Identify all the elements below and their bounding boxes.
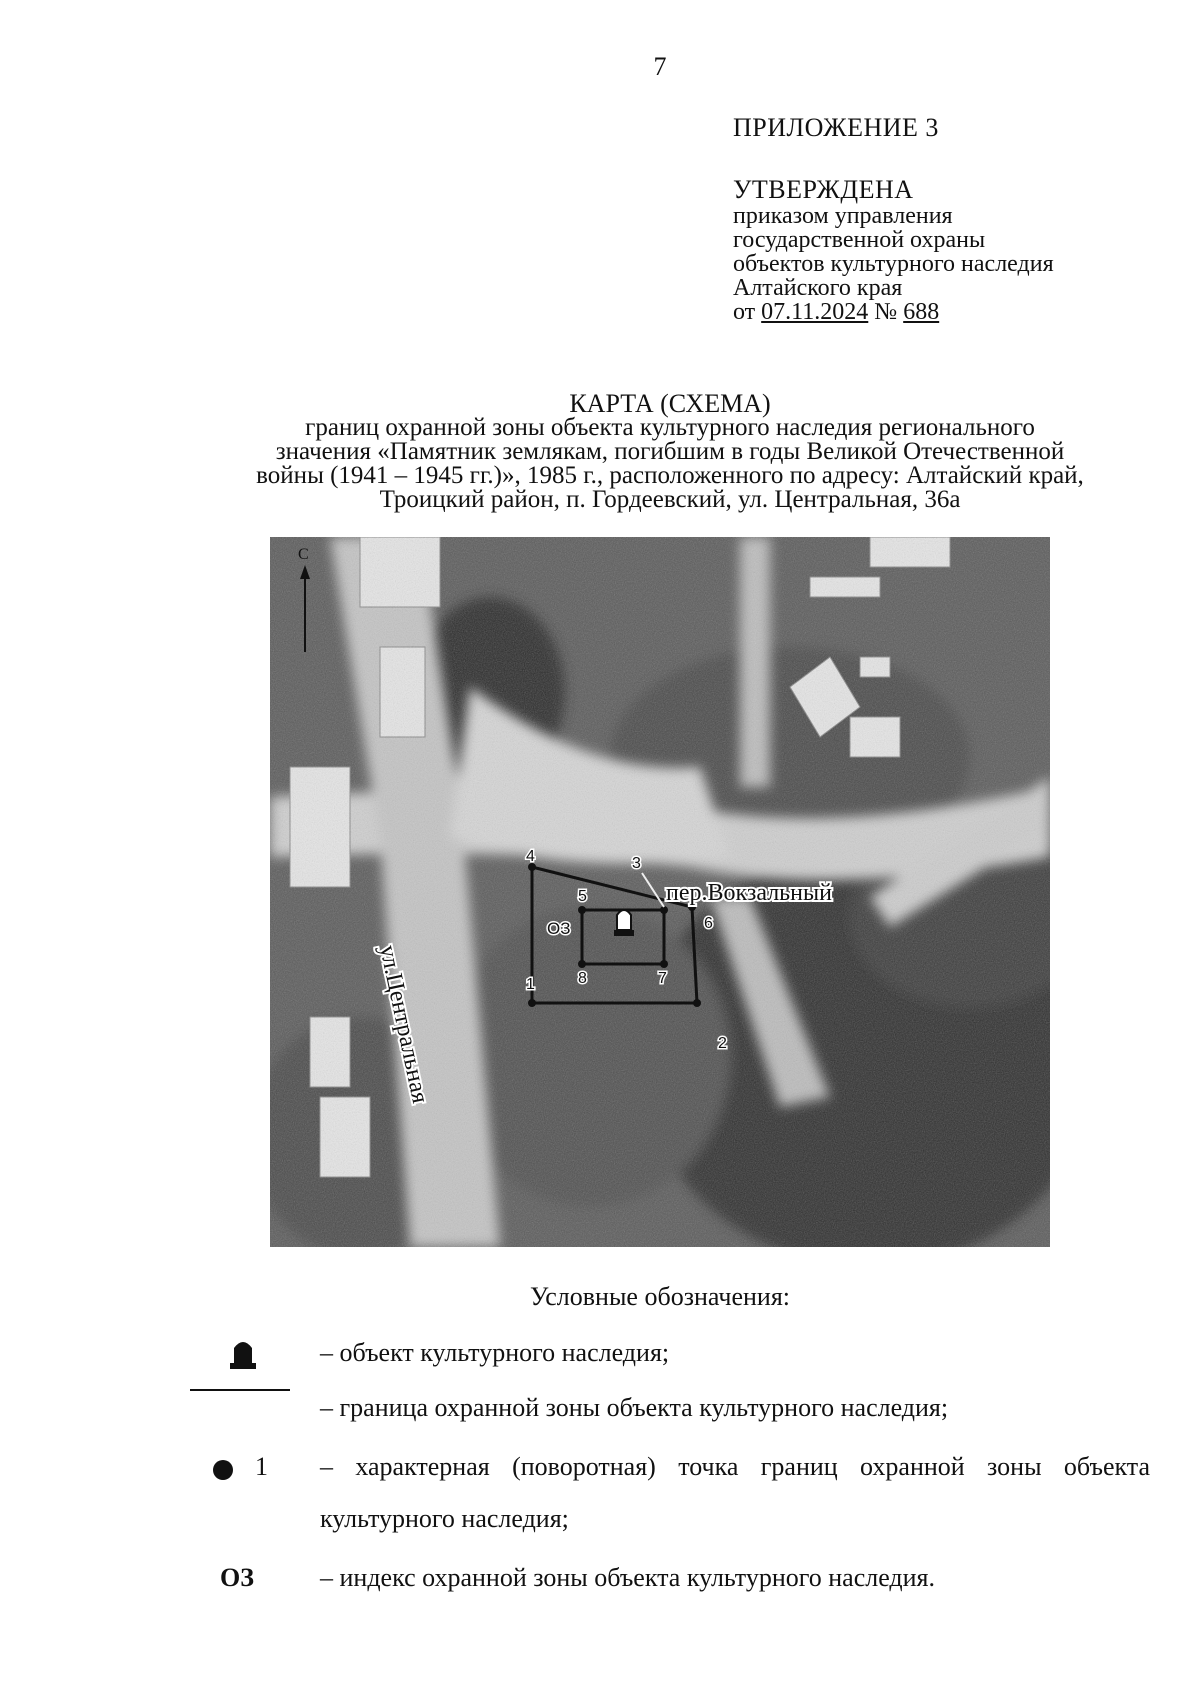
page-number: 7: [653, 52, 667, 81]
street-vokzalny-label: пер.Вокзальный: [666, 880, 832, 906]
approval-title: УТВЕРЖДЕНА: [733, 175, 914, 204]
point-marker: [528, 999, 536, 1007]
street-central-label: ул.Центральная: [374, 942, 434, 1106]
legend-zone-symbol: ОЗ: [220, 1563, 254, 1592]
approval-line-3: объектов культурного наследия: [733, 251, 1054, 277]
noise-overlay: [270, 537, 1050, 1247]
point-label-1: 1: [526, 976, 535, 993]
title-line-1: границ охранной зоны объекта культурного наследия регионального: [305, 414, 1035, 441]
point-label-2: 2: [718, 1035, 727, 1052]
approval-block: [733, 175, 1054, 325]
monument-icon: [614, 910, 634, 936]
legend-point-icon: [213, 1460, 233, 1480]
point-marker: [578, 906, 586, 914]
legend-item-zone-index: – индекс охранной зоны объекта культурного наследия.: [320, 1563, 936, 1592]
legend-item-point-line-2: культурного наследия;: [320, 1504, 569, 1533]
approval-number: 688: [903, 299, 940, 325]
zone-index-label: ОЗ: [547, 919, 571, 938]
map-title-block: [190, 389, 1150, 513]
satellite-map: [270, 537, 1050, 1247]
legend-item-boundary: – граница охранной зоны объекта культурного наследия;: [320, 1393, 949, 1422]
legend-monument-icon: [228, 1338, 258, 1370]
point-marker: [660, 960, 668, 968]
title-line-2: значения «Памятник землякам, погибшим в годы Великой Отечественной: [275, 438, 1065, 465]
point-marker: [693, 999, 701, 1007]
legend-item-object: – объект культурного наследия;: [320, 1338, 670, 1367]
point-marker: [578, 960, 586, 968]
date-prefix: от: [733, 299, 762, 325]
legend-heading: Условные обозначения:: [529, 1282, 791, 1311]
legend-boundary-line: [190, 1389, 290, 1391]
point-label-6: 6: [704, 915, 713, 932]
approval-line-4: Алтайского края: [733, 275, 903, 301]
point-marker: [660, 906, 668, 914]
point-label-3: 3: [632, 855, 641, 872]
appendix-label: ПРИЛОЖЕНИЕ 3: [733, 113, 939, 142]
approval-line-2: государственной охраны: [733, 227, 986, 253]
title-line-3: войны (1941 – 1945 гг.)», 1985 г., расположенного по адресу: Алтайский край,: [256, 462, 1084, 489]
approval-line-1: приказом управления: [733, 203, 953, 229]
point-label-4: 4: [526, 848, 535, 865]
legend-point-number: 1: [255, 1452, 268, 1481]
map-title: КАРТА (СХЕМА): [569, 389, 771, 418]
approval-date: 07.11.2024: [761, 299, 869, 325]
north-label: С: [298, 546, 309, 563]
legend-item-point-line-1: – характерная (поворотная) точка границ охранной зоны объекта: [320, 1452, 1150, 1481]
approval-date-line: [733, 300, 1054, 324]
point-label-8: 8: [578, 970, 587, 987]
title-line-4: Троицкий район, п. Гордеевский, ул. Центральная, 36а: [379, 486, 961, 513]
point-label-7: 7: [658, 970, 667, 987]
point-label-5: 5: [578, 888, 587, 905]
number-prefix: №: [868, 299, 904, 325]
